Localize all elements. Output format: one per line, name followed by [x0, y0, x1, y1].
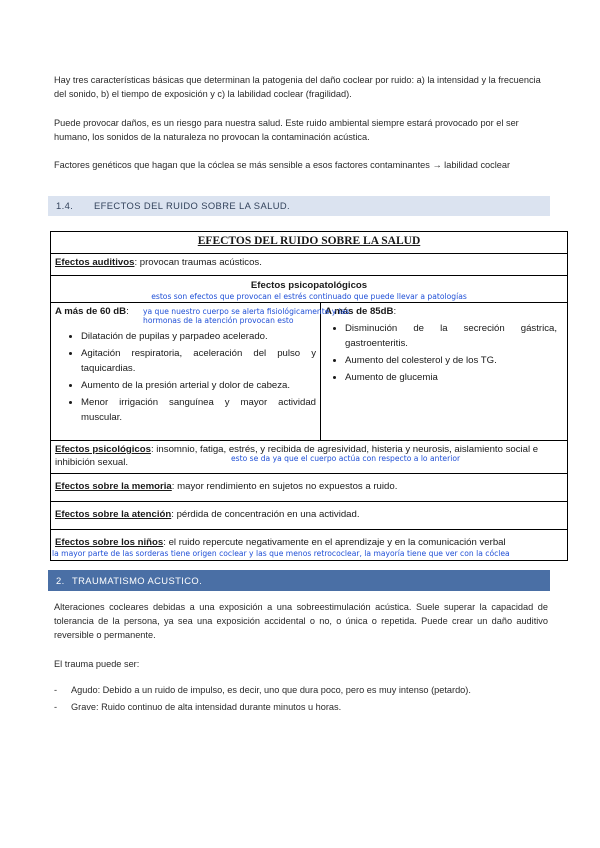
table-row — [51, 232, 568, 254]
over-85db-list — [325, 321, 557, 385]
table-row — [51, 276, 568, 303]
section-heading-1-4 — [48, 196, 550, 216]
memory-effects-cell — [51, 474, 568, 502]
psychological-effects-note: esto se da ya que el cuerpo actúa con respecto a lo anterior — [231, 454, 461, 463]
children-effects-cell — [51, 530, 568, 561]
table-row — [51, 530, 568, 561]
children-effects-text: : el ruido repercute negativamente en el aprendizaje y en la comunicación verbal — [163, 537, 506, 548]
psychological-effects-text: : insomnio, fatiga, estrés, y recibida de agresividad, histeria y neurosis, aislamiento social e inhibición sexual. — [55, 444, 539, 468]
attention-effects-cell — [51, 502, 568, 530]
memory-effects-label: Efectos sobre la memoria — [55, 481, 172, 492]
section-heading-2 — [48, 570, 550, 591]
dash-marker: - — [54, 702, 58, 712]
trauma-paragraph-1: Alteraciones cocleares debidas a una exposición a una sobreestimulación acústica. Suele superar la capacidad de tolerancia de la persona, ya sea una exposición accidental o no, o única o repetida. Puede crear un daño auditivo reversible o permanente. — [54, 602, 548, 640]
intro-paragraph-3: Factores genéticos que hagan que la cóclea se más sensible a esos factores contaminantes → labilidad coclear — [54, 160, 511, 170]
auditory-effects-label: Efectos auditivos — [55, 257, 135, 268]
section-title: TRAUMATISMO ACUSTICO. — [72, 575, 203, 586]
attention-effects-label: Efectos sobre la atención — [55, 509, 172, 520]
psychopathological-note: estos son efectos que provocan el estrés continuado que puede llevar a patologías — [151, 292, 467, 301]
over-60db-colon: : — [126, 306, 129, 317]
intro-paragraph-2: Puede provocar daños, es un riesgo para nuestra salud. Este ruido ambiental siempre estará provocado por el ser humano, los sonidos de la naturaleza no provocan la contaminación acústica. — [54, 118, 519, 142]
table-row — [51, 254, 568, 276]
list-item: • Aumento del colesterol y de los TG. — [345, 353, 557, 368]
section-number: 1.4. — [56, 200, 74, 211]
table-row — [51, 303, 568, 441]
list-item: • Aumento de la presión arterial y dolor de cabeza. — [81, 378, 316, 393]
list-item — [54, 700, 554, 714]
over-85db-cell — [321, 303, 568, 441]
psychopathological-label: Efectos psicopatológicos — [250, 280, 368, 291]
list-item-text: Agudo: Debido a un ruido de impulso, es decir, uno que dura poco, pero es muy intenso (petardo). — [71, 685, 471, 695]
list-item: • Menor irrigación sanguínea y mayor actividad muscular. — [81, 395, 316, 425]
auditory-effects-cell — [51, 254, 568, 276]
dash-marker: - — [54, 685, 58, 695]
psychological-effects-label: Efectos psicológicos — [55, 444, 151, 455]
list-item: • Dilatación de pupilas y parpadeo acelerado. — [81, 329, 316, 344]
over-60db-label: A más de 60 dB — [55, 306, 127, 317]
over-60db-cell — [51, 303, 350, 441]
children-effects-note: la mayor parte de las sorderas tiene origen coclear y las que menos retrococlear, la mayoría tiene que ver con la cóclea — [52, 549, 510, 558]
attention-effects-text: : pérdida de concentración en una actividad. — [171, 509, 360, 520]
trauma-paragraph-2: El trauma puede ser: — [54, 659, 140, 669]
intro-paragraph-1: Hay tres características básicas que determinan la patogenia del daño coclear por ruido: a) la intensidad y la frecuencia del sonido, b) el tiempo de exposición y c) la labilidad coclear (fragilidad). — [54, 75, 541, 99]
over-85db-colon: : — [393, 306, 397, 317]
trauma-types-list — [54, 683, 554, 714]
over-85db-label: A más de 85dB — [325, 306, 394, 317]
memory-effects-text: : mayor rendimiento en sujetos no expuestos a ruido. — [171, 481, 398, 492]
over-60db-note: ya que nuestro cuerpo se alerta fisiológicamente y las hormonas de la atención provocan esto — [143, 307, 350, 325]
over-60db-list — [55, 329, 316, 425]
psychological-effects-cell — [51, 441, 568, 474]
trauma-types — [54, 683, 554, 717]
table-title: EFECTOS DEL RUIDO SOBRE LA SALUD — [51, 232, 568, 254]
children-effects-label: Efectos sobre los niños — [55, 537, 164, 548]
section-title: EFECTOS DEL RUIDO SOBRE LA SALUD. — [94, 200, 291, 211]
list-item: • Agitación respiratoria, aceleración del pulso y taquicardias. — [81, 346, 316, 376]
section-number: 2. — [56, 575, 65, 586]
table-row — [51, 441, 568, 474]
list-item: • Disminución de la secreción gástrica, gastroenteritis. — [345, 321, 557, 351]
psychopathological-header — [51, 276, 568, 303]
auditory-effects-text: : provocan traumas acústicos. — [134, 257, 262, 268]
table-row — [51, 474, 568, 502]
list-item: • Aumento de glucemia — [345, 370, 557, 385]
list-item-text: Grave: Ruido continuo de alta intensidad durante minutos u horas. — [71, 702, 342, 712]
effects-table — [50, 231, 568, 561]
list-item — [54, 683, 554, 697]
table-row — [51, 502, 568, 530]
